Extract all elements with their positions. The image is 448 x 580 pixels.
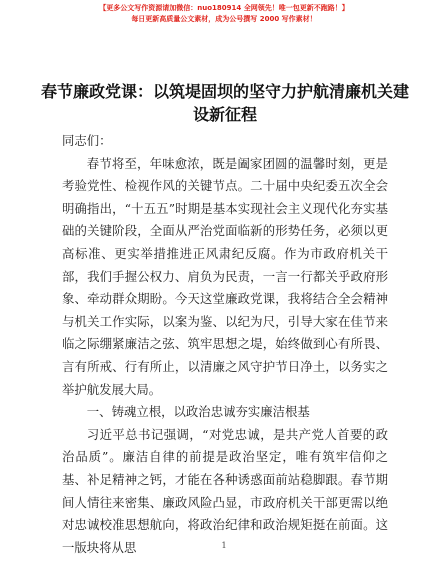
paragraph-intro: 春节将至，年味愈浓，既是阖家团圆的温馨时刻，更是考验党性、检视作风的关键节点。二十届中央纪委五次全会明确指出，“十五五”时期是基本实现社会主义现代化夯实基础的关键阶段，全面从严治党面临新的形势任务，必须以更高标准、更实举措推进正风肃纪反腐。作为市政府机关干部，我们手握公权力、肩负为民责，一言一行都关乎政府形象、牵动群众期盼。今天这堂廉政党课，我将结合全会精神与机关工作实际，以案为鉴、以纪为尺，引导大家在佳节来临之际绷紧廉洁之弦、筑牢思想之堤，始终做到心有所畏、言有所戒、行有所止，以清廉之风守护节日净土，以务实之举护航发展大局。 [62,155,388,397]
promo-banner [0,3,448,25]
paragraph-section-1: 习近平总书记强调，“对党忠诚，是共产党人首要的政治品质”。廉洁自律的前提是政治坚定，唯有筑牢信仰之基、补足精神之钙，才能在各种诱惑面前站稳脚跟。春节期间人情往来密集、廉政风险凸显，市政府机关干部更需以绝对忠诚校准思想航向，将政治纪律和政治规矩挺在前面。这一版块将从思 [62,426,388,555]
document-title: 春节廉政党课：以筑堤固坝的坚守力护航清廉机关建设新征程 [40,82,409,124]
page-number: 1 [221,541,227,550]
promo-banner-line2: 每日更新高质量公文素材，成为公号撰写 2000 写作素材！ [131,15,317,23]
salutation: 同志们： [62,133,112,148]
section-heading-1: 一、铸魂立根，以政治忠诚夯实廉洁根基 [86,404,310,420]
document-body [62,130,388,559]
promo-banner-line1: 【更多公文写作资源请加微信：nuo180914 全网领先！唯一包更新不跑路！】 [99,4,349,12]
